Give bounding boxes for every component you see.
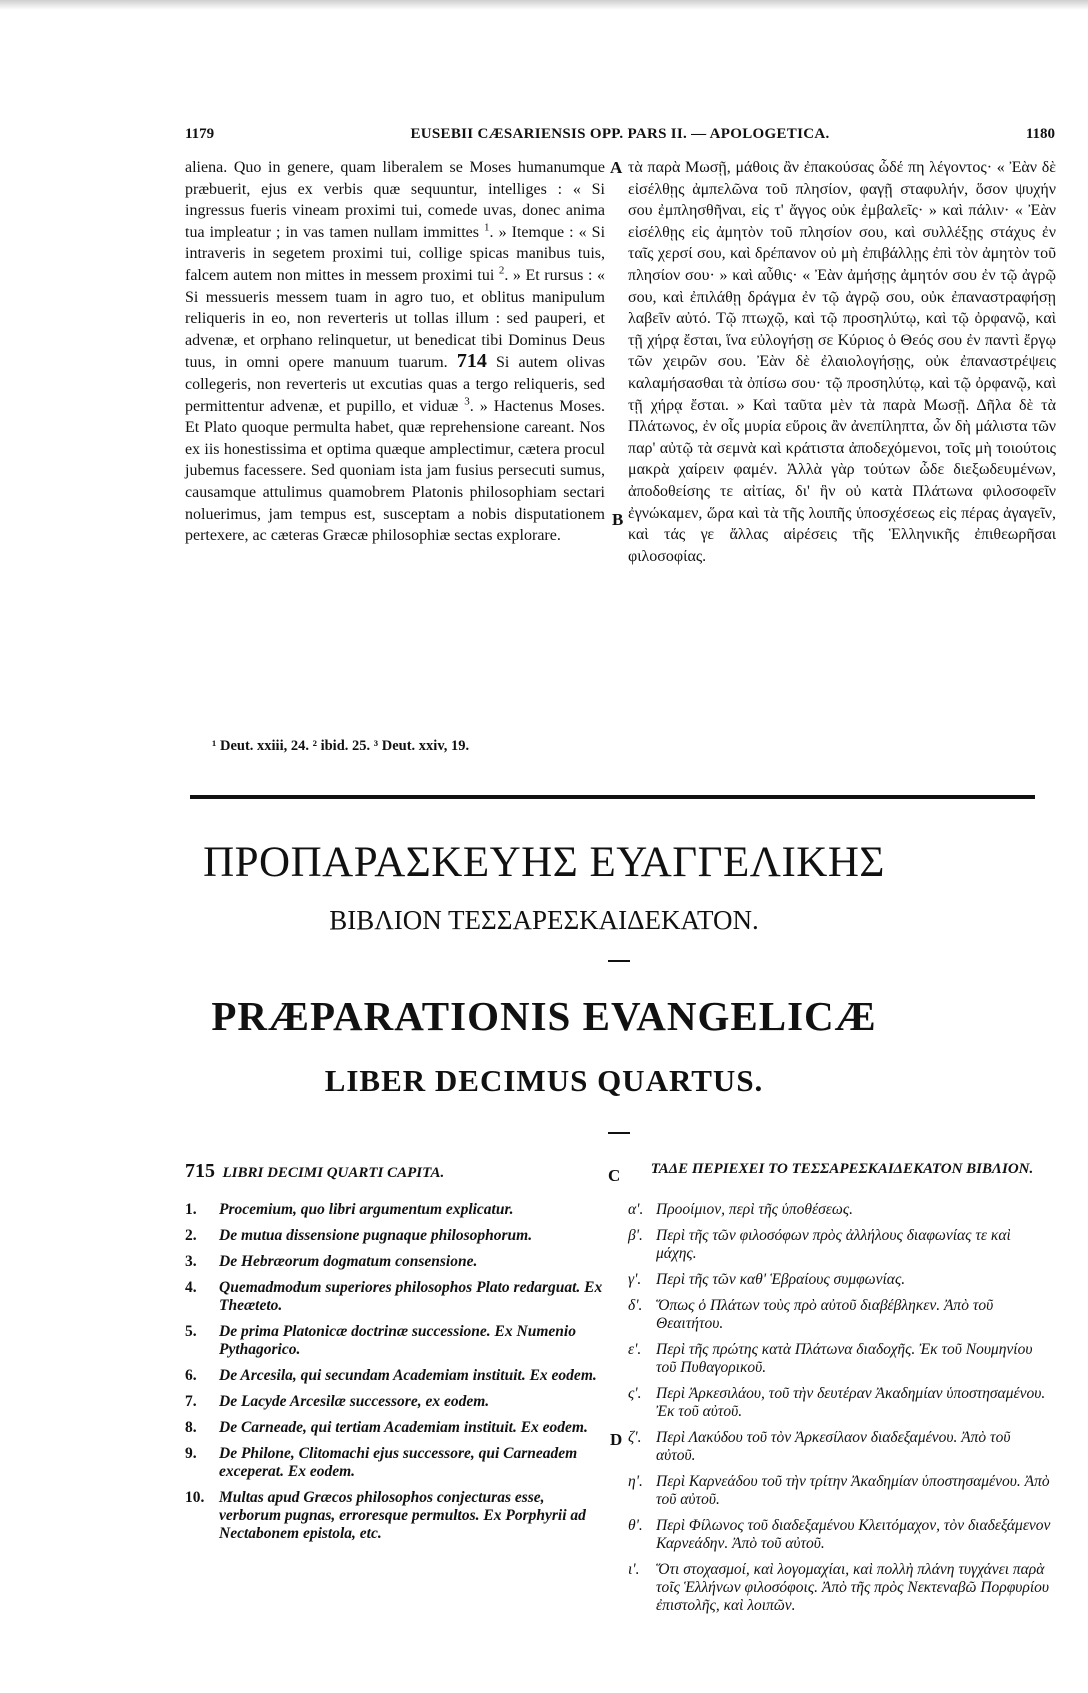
running-title: EUSEBII CÆSARIENSIS OPP. PARS II. — APOLOGETICA. — [410, 126, 830, 142]
margin-letter-b: B — [612, 510, 624, 529]
margin-letter-a: A — [610, 158, 623, 177]
latin-capita-title: LIBRI DECIMI QUARTI CAPITA. — [222, 1165, 445, 1181]
chapter-item — [628, 1201, 1053, 1219]
chapter-item — [628, 1227, 1053, 1263]
chapter-item — [185, 1393, 605, 1411]
chapter-number: 10. — [185, 1489, 205, 1506]
footnotes: ¹ Deut. xxiii, 24. ² ibid. 25. ³ Deut. xxiv, 19. — [212, 738, 470, 754]
chapter-item — [185, 1445, 605, 1481]
chapter-title: Ὅπως ὁ Πλάτων τοὺς πρὸ αὐτοῦ διαβέβληκεν. Ἀπὸ τοῦ Θεαιτήτου. — [656, 1297, 994, 1332]
latin-text-5: . » Hactenus Moses. Et Plato quoque permulta habet, quæ reprehensione careant. Nos ex iis honestissima et optima quæque amplectimur, cætera procul jubemus facessere. Sed quoniam ista jam fusius persecuti sumus, causamque attulimus quamobrem Platonis philosophiam sectari noluerimus, jam tempus est, susceptam a nobis disputationem pertexere, ac cæteras Græcæ philosophiæ sectas explorare. — [185, 397, 606, 545]
chapter-number: 5. — [185, 1323, 197, 1340]
section-rule — [190, 795, 1035, 799]
chapter-item — [185, 1253, 605, 1271]
chapter-title: Περὶ Ἀρκεσιλάου, τοῦ τὴν δευτέραν Ἀκαδημίαν ὑποστησαμένου. Ἐκ τοῦ αὐτοῦ. — [656, 1385, 1046, 1420]
margin-letter-c: C — [608, 1166, 621, 1185]
chapter-title: Περὶ τῆς τῶν καθ' Ἑβραίους συμφωνίας. — [656, 1271, 906, 1288]
chapter-title: Ὅτι στοχασμοί, καὶ λογομαχίαι, καὶ πολλὴ πλάνη τυγχάνει παρὰ τοῖς Ἑλλήνων φιλοσόφοις. Ἀπὸ τῆς πρὸς Νεκτεναβῶ Πορφυρίου ἐπιστολῆς, καὶ λοιπῶν. — [656, 1561, 1050, 1614]
latin-text-3: . » Et rursus : « Si messueris messem tuam in agro tuo, et oblitus manipulum reliqueris in eo, non reverteris ut tollas illum : sed pauperi, et advenæ, et orphano relinquetur, ut benedicat tibi Dominus Deus tuus, in omni opere manuum tuarum. — [185, 266, 605, 372]
title-dash-1 — [608, 960, 630, 962]
chapter-number: 8. — [185, 1419, 197, 1436]
chapter-item — [628, 1341, 1053, 1377]
chapter-number: α'. — [628, 1201, 644, 1218]
greek-capita-heading: ΤΑΔΕ ΠΕΡΙΕΧΕΙ ΤΟ ΤΕΣΣΑΡΕΣΚΑΙΔΕΚΑΤΟΝ ΒΙΒΛΙΟΝ. — [650, 1161, 1034, 1177]
chapter-title: De Hebræorum dogmatum consensione. — [219, 1253, 478, 1270]
chapter-number: 9. — [185, 1445, 197, 1462]
margin-letter-d: D — [610, 1430, 623, 1449]
greek-column — [628, 157, 1056, 567]
chapter-number: θ'. — [628, 1517, 643, 1534]
chapter-number: δ'. — [628, 1297, 643, 1314]
chapter-item — [185, 1323, 605, 1359]
chapter-title: De Arcesila, qui secundam Academiam instituit. Ex eodem. — [219, 1367, 597, 1384]
chapter-number: ε'. — [628, 1341, 642, 1358]
chapter-item — [628, 1385, 1053, 1421]
page-number-right: 1180 — [1025, 126, 1055, 142]
chapter-item — [628, 1297, 1053, 1333]
title-dash-2 — [608, 1132, 630, 1134]
chapter-number: 6. — [185, 1367, 197, 1384]
chapter-number: 2. — [185, 1227, 197, 1244]
page-number-left: 1179 — [185, 126, 215, 142]
chapter-number: 1. — [185, 1201, 197, 1218]
chapter-title: Προοίμιον, περὶ τῆς ὑποθέσεως. — [656, 1201, 854, 1218]
chapter-title: De Carneade, qui tertiam Academiam instituit. Ex eodem. — [219, 1419, 588, 1436]
chapter-item — [185, 1489, 605, 1543]
chapter-number: ζ'. — [628, 1429, 642, 1446]
latin-book-title: PRÆPARATIONIS EVANGELICÆ — [211, 993, 877, 1039]
chapter-item — [628, 1473, 1053, 1509]
chapter-item — [628, 1429, 1053, 1465]
chapter-number: 4. — [185, 1279, 197, 1296]
chapter-title: Περὶ τῆς τῶν φιλοσόφων πρὸς ἀλλήλους διαφωνίας τε καὶ μάχης. — [656, 1227, 1011, 1262]
chapter-item — [185, 1419, 605, 1437]
latin-text-1: aliena. Quo in genere, quam liberalem se Moses humanumque præbuerit, ejus ex verbis quæ sequuntur, intelliges : « Si ingressus fueris vineam proximi tui, comede uvas, donec anima tua impleatur ; in vas tamen nullam immittes — [185, 159, 605, 241]
latin-column — [185, 157, 605, 547]
latin-capita-heading — [185, 1160, 605, 1183]
chapter-item — [185, 1227, 605, 1245]
greek-chapter-list — [628, 1201, 1053, 1623]
chapter-title: Περὶ Φίλωνος τοῦ διαδεξαμένου Κλειτόμαχον, τὸν διαδεξάμενον Καρνεάδην. Ἀπὸ τοῦ αὐτοῦ. — [656, 1517, 1051, 1552]
latin-paragraph — [185, 157, 605, 547]
chapter-title: De Lacyde Arcesilæ successore, ex eodem. — [219, 1393, 490, 1410]
chapter-number: β'. — [628, 1227, 643, 1244]
chapter-title: De prima Platonicæ doctrinæ successione. Ex Numenio Pythagorico. — [219, 1323, 576, 1358]
chapter-number: ι'. — [628, 1561, 640, 1578]
latin-book-subtitle: LIBER DECIMUS QUARTUS. — [324, 1063, 764, 1098]
latin-chapter-list — [185, 1201, 605, 1551]
latin-text-4: Si autem olivas collegeris, non reverteris ut excutias quas a tergo reliqueris, sed permittentur advenæ, et pupillo, et viduæ — [185, 354, 606, 415]
greek-paragraph: τὰ παρὰ Μωσῇ, μάθοις ἂν ἐπακούσας ὧδέ πη λέγοντος· « Ἐὰν δὲ εἰσέλθῃς ἀμπελῶνα τοῦ πλησίον, φαγῇ σταφυλήν, ὅσον ψυχήν σου ἐμπλησθῆναι, εἰς τ' ἄγγος οὐκ ἐμβαλεῖς· » καὶ πάλιν· « Ἐὰν εἰσέλθῃς εἰς ἀμητὸν τοῦ πλησίον σου, καὶ συλλέξῃς στάχυς ἐν ταῖς χερσί σου, καὶ δρέπανον οὐ μὴ ἐπιβάλλῃς ἐπὶ τὸν ἀμητὸν τοῦ πλησίον σου· » καὶ αὖθις· « Ἐὰν ἀμήσῃς ἀμητόν σου ἐν τῷ ἀγρῷ σου, καὶ ἐπιλάθῃ δράγμα ἐν τῷ ἀγρῷ σου, οὐκ ἐπαναστραφήσῃ λαβεῖν αὐτό. Τῷ πτωχῷ, καὶ τῷ προσηλύτῳ, καὶ τῷ ὀρφανῷ, καὶ τῇ χήρᾳ ἔσται, ἵνα εὐλογήσῃ σε Κύριος ὁ Θεός σου ἐν παντὶ ἔργῳ τῶν χειρῶν σου. Ἐὰν δὲ ἐλαιολογήσῃς, οὐκ ἐπαναστρέψεις καλαμήσασθαι τὰ ὀπίσω σου· τῷ προσηλύτῳ, καὶ τῷ ὀρφανῷ, καὶ τῇ χήρᾳ ἔσται. » Καὶ ταῦτα μὲν τὰ παρὰ Μωσῇ. Δῆλα δὲ τὰ Πλάτωνος, ἐν οἷς μυρία εὕροις ἂν ἀνεπίληπτα, ὧν δὴ μάλιστα τῶν παρ' αὐτῷ τὰ σεμνὰ καὶ κράτιστα ἀποδεχόμενοι, τοῖς μὴ τοιούτοις μακρὰ χαίρειν φαμέν. Ἀλλὰ γὰρ τούτων ὧδε διεξωδευμένων, ἀποδοθείσης τε αἰτίας, δι' ἣν οὐ κατὰ Πλάτωνα φιλοσοφεῖν ἐγνώκαμεν, ὥρα καὶ τὰ τῆς λοιπῆς ὑποσχέσεως εἰς πέρας ἀγαγεῖν, καὶ τάς γε ἄλλας αἱρέσεις τῆς Ἑλληνικῆς ἐπιθεωρῆσαι φιλοσοφίας. — [628, 159, 1056, 565]
chapter-title: Περὶ Λακύδου τοῦ τὸν Ἀρκεσίλαον διαδεξαμένου. Ἀπὸ τοῦ αὐτοῦ. — [656, 1429, 1011, 1464]
chapter-item — [628, 1517, 1053, 1553]
latin-text-2: . » Itemque : « Si intraveris in segetem proximi tui, collige spicas manibus tuis, falcem autem non mittes in messem proximi tui — [185, 223, 606, 284]
chapter-title: Περὶ Καρνεάδου τοῦ τὴν τρίτην Ἀκαδημίαν ὑποστησαμένου. Ἀπὸ τοῦ αὐτοῦ. — [656, 1473, 1050, 1508]
chapter-item — [628, 1561, 1053, 1615]
chapter-title: De Philone, Clitomachi ejus successore, qui Carneadem exceperat. Ex eodem. — [219, 1445, 578, 1480]
chapter-title: Περὶ τῆς πρώτης κατὰ Πλάτωνα διαδοχῆς. Ἐκ τοῦ Νουμηνίου τοῦ Πυθαγορικοῦ. — [656, 1341, 1033, 1376]
chapter-item — [628, 1271, 1053, 1289]
chapter-title: De mutua dissensione pugnaque philosophorum. — [219, 1227, 533, 1244]
chapter-number: η'. — [628, 1473, 643, 1490]
chapter-number: γ'. — [628, 1271, 642, 1288]
chapter-item — [185, 1201, 605, 1219]
chapter-number: 7. — [185, 1393, 197, 1410]
column-number: 714 — [456, 350, 487, 373]
chapter-item — [185, 1367, 605, 1385]
chapter-title: Quemadmodum superiores philosophos Plato redarguat. Ex Theæteto. — [219, 1279, 603, 1314]
chapter-number: 3. — [185, 1253, 197, 1270]
greek-book-title: ΠΡΟΠΑΡΑΣΚΕΥΗΣ ΕΥΑΓΓΕΛΙΚΗΣ — [203, 839, 885, 886]
footnote-ref-3: 3 — [464, 395, 470, 408]
running-head — [185, 126, 1055, 146]
chapter-title: Procemium, quo libri argumentum explicatur. — [219, 1201, 514, 1218]
footnote-ref-1: 1 — [484, 221, 490, 234]
chapter-title: Multas apud Græcos philosophos conjecturas esse, verborum pugnas, erroresque permultos. Ex Porphyrii ad Nectabonem epistola, etc. — [219, 1489, 586, 1542]
column-number-715: 715 — [185, 1160, 215, 1182]
chapter-item — [185, 1279, 605, 1315]
chapter-number: ς'. — [628, 1385, 642, 1402]
footnote-ref-2: 2 — [498, 264, 505, 277]
greek-book-subtitle: ΒΙΒΛΙΟΝ ΤΕΣΣΑΡΕΣΚΑΙΔΕΚΑΤΟΝ. — [329, 905, 759, 935]
